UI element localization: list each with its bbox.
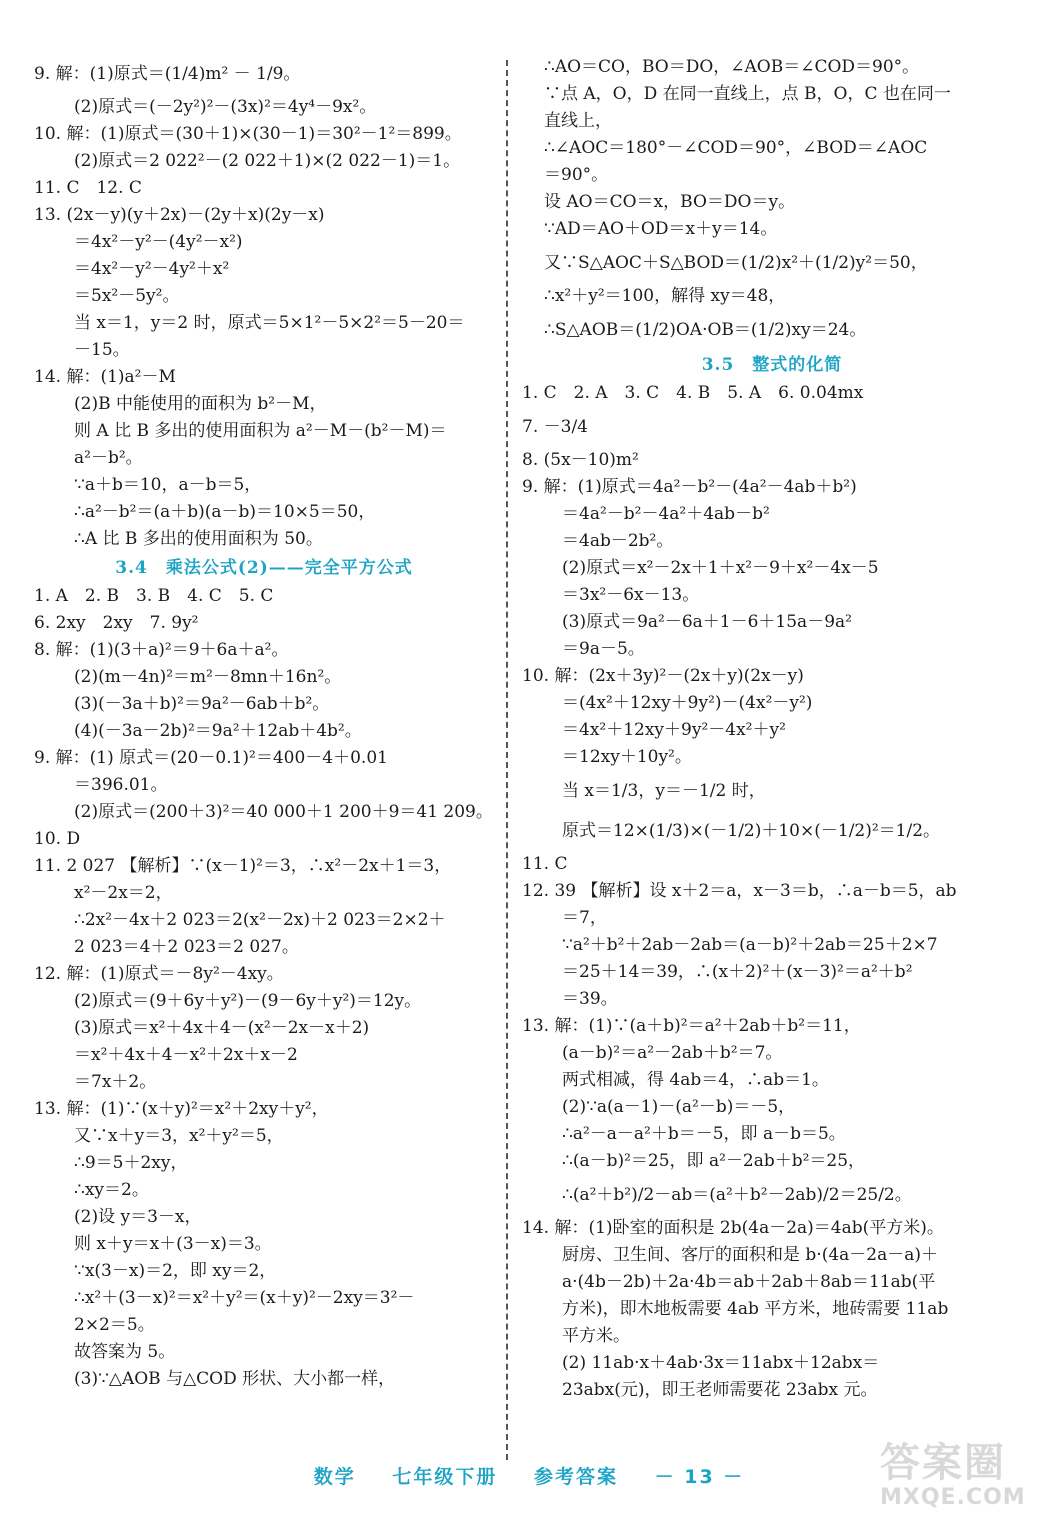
answer-line: ∵AD＝AO＋OD＝x＋y＝14。 (544, 219, 778, 239)
answer-line: ＝(4x²＋12xy＋9y²)－(4x²－y²) (562, 693, 813, 713)
answer-line: (2)设 y＝3－x， (74, 1207, 202, 1227)
answer-line: 13. 解：(1)∵(x＋y)²＝x²＋2xy＋y²， (34, 1099, 329, 1119)
answer-line: a²－b²。 (74, 448, 143, 468)
answer-line: ∴A 比 B 多出的使用面积为 50。 (74, 529, 323, 549)
answer-line: －15。 (74, 340, 130, 360)
answer-line: ＝3x²－6x－13。 (562, 585, 700, 605)
answer-line: 2×2＝5。 (74, 1315, 155, 1335)
answer-line: 原式＝12×(1/3)×(－1/2)＋10×(－1/2)²＝1/2。 (562, 821, 941, 841)
watermark-logo (880, 1440, 1040, 1520)
section-heading: 3.5 整式的化简 (701, 355, 843, 375)
answer-line: 9. 解：(1)原式＝4a²－b²－(4a²－4ab＋b²) (522, 477, 857, 497)
answer-line: ∴a²－a－a²＋b＝－5，即 a－b＝5。 (562, 1124, 846, 1144)
answer-line: 8. 解：(1)(3＋a)²＝9＋6a＋a²。 (34, 640, 289, 660)
answer-line: ＝4x²－y²－4y²＋x² (74, 259, 230, 279)
answer-line: ∴x²＋(3－x)²＝x²＋y²＝(x＋y)²－2xy＝3²－ (74, 1288, 415, 1308)
answer-line: ＝x²＋4x＋4－x²＋2x＋x－2 (74, 1045, 298, 1065)
answer-line: 厨房、卫生间、客厅的面积和是 b·(4a－2a－a)＋ (562, 1245, 938, 1265)
answer-line: ＝4ab－2b²。 (562, 531, 674, 551)
footer-grade: 七年级下册 (392, 1466, 498, 1488)
answer-line: ∵x(3－x)＝2，即 xy＝2， (74, 1261, 277, 1281)
answer-line: ∴(a－b)²＝25，即 a²－2ab＋b²＝25， (562, 1151, 866, 1171)
answer-line: 直线上， (544, 111, 612, 131)
answer-line: 6. 2xy 2xy 7. 9y² (34, 613, 199, 633)
answer-line: 12. 39 【解析】设 x＋2＝a，x－3＝b，∴a－b＝5，ab (522, 881, 957, 901)
answer-line: ＝12xy＋10y²。 (562, 747, 692, 767)
answer-line: 14. 解：(1)a²－M (34, 367, 176, 387)
answer-line: 11. C 12. C (34, 178, 142, 198)
answer-line: (3)∵△AOB 与△COD 形状、大小都一样， (74, 1369, 396, 1389)
answer-line: 7. －3/4 (522, 417, 588, 437)
answer-line: 当 x＝1/3，y＝－1/2 时， (562, 781, 766, 801)
answer-line: (2)原式＝(－2y²)²－(3x)²＝4y⁴－9x²。 (74, 97, 377, 117)
right-column (522, 54, 1022, 1404)
answer-line: 又∵x＋y＝3，x²＋y²＝5， (74, 1126, 284, 1146)
answer-line: ＝5x²－5y²。 (74, 286, 180, 306)
answer-line: 2 023＝4＋2 023＝2 027。 (74, 937, 299, 957)
footer-subject: 数学 (313, 1466, 356, 1488)
answer-line: (a－b)²＝a²－2ab＋b²＝7。 (562, 1043, 783, 1063)
answer-line: 当 x＝1，y＝2 时，原式＝5×1²－5×2²＝5－20＝ (74, 313, 465, 333)
answer-line: (2)原式＝(200＋3)²＝40 000＋1 200＋9＝41 209。 (74, 802, 493, 822)
answer-line: ∵a＋b＝10，a－b＝5， (74, 475, 262, 495)
answer-line: 9. 解：(1)原式＝(1/4)m² － 1/9。 (34, 64, 301, 84)
answer-line: (2) 11ab·x＋4ab·3x＝11abx＋12abx＝ (562, 1353, 880, 1373)
answer-line: ∵点 A，O，D 在同一直线上，点 B，O，C 也在同一 (544, 84, 951, 104)
watermark-url: MXQE.COM (880, 1485, 1026, 1510)
watermark-text: 答案圈 (880, 1440, 1006, 1486)
answer-line: 平方米。 (562, 1326, 630, 1346)
answer-line: 9. 解：(1) 原式＝(20－0.1)²＝400－4＋0.01 (34, 748, 388, 768)
answer-line: 方米)，即木地板需要 4ab 平方米，地砖需要 11ab (562, 1299, 949, 1319)
answer-line: ∴2x²－4x＋2 023＝2(x²－2x)＋2 023＝2×2＋ (74, 910, 446, 930)
left-column (34, 54, 494, 1393)
answer-line: 设 AO＝CO＝x，BO＝DO＝y。 (544, 192, 796, 212)
answer-line: 12. 解：(1)原式＝－8y²－4xy。 (34, 964, 284, 984)
answer-line: ＝7， (562, 908, 607, 928)
section-heading: 3.4 乘法公式(2)——完全平方公式 (115, 558, 413, 578)
answer-line: 则 x＋y＝x＋(3－x)＝3。 (74, 1234, 272, 1254)
answer-line: (2)原式＝2 022²－(2 022＋1)×(2 022－1)＝1。 (74, 151, 461, 171)
answer-line: ＝25＋14＝39，∴(x＋2)²＋(x－3)²＝a²＋b² (562, 962, 913, 982)
answer-line: ＝7x＋2。 (74, 1072, 157, 1092)
answer-line: ∴AO＝CO，BO＝DO，∠AOB＝∠COD＝90°。 (544, 57, 920, 77)
answer-line: 10. D (34, 829, 81, 849)
footer-page-number: － 13 － (654, 1466, 745, 1488)
answer-line: ∴x²＋y²＝100，解得 xy＝48， (544, 286, 786, 306)
answer-line: a·(4b－2b)＋2a·4b＝ab＋2ab＋8ab＝11ab(平 (562, 1272, 936, 1292)
answer-line: (2)∵a(a－1)－(a²－b)＝－5， (562, 1097, 796, 1117)
answer-line: (2)B 中能使用的面积为 b²－M， (74, 394, 327, 414)
answer-line: (2)(m－4n)²＝m²－8mn＋16n²。 (74, 667, 342, 687)
column-divider (506, 60, 508, 1460)
answer-line: (4)(－3a－2b)²＝9a²＋12ab＋4b²。 (74, 721, 362, 741)
answer-line: ∴xy＝2。 (74, 1180, 149, 1200)
answer-line: ∴9＝5＋2xy， (74, 1153, 188, 1173)
answer-line: ＝4a²－b²－4a²＋4ab－b² (562, 504, 770, 524)
answer-line: 23abx(元)，即王老师需要花 23abx 元。 (562, 1380, 878, 1400)
answer-line: 10. 解：(1)原式＝(30＋1)×(30－1)＝30²－1²＝899。 (34, 124, 462, 144)
answer-line: 则 A 比 B 多出的使用面积为 a²－M－(b²－M)＝ (74, 421, 447, 441)
answer-line: 1. A 2. B 3. B 4. C 5. C (34, 586, 274, 606)
answer-line: 又∵S△AOC＋S△BOD＝(1/2)x²＋(1/2)y²＝50， (544, 253, 928, 273)
answer-line: 11. 2 027 【解析】∵(x－1)²＝3，∴x²－2x＋1＝3， (34, 856, 452, 876)
answer-line: 13. 解：(1)∵(a＋b)²＝a²＋2ab＋b²＝11， (522, 1016, 861, 1036)
answer-line: ＝4x²＋12xy＋9y²－4x²＋y² (562, 720, 786, 740)
answer-line: 8. (5x－10)m² (522, 450, 639, 470)
answer-line: ＝9a－5。 (562, 639, 645, 659)
answer-line: 1. C 2. A 3. C 4. B 5. A 6. 0.04mx (522, 383, 864, 403)
footer-section: 参考答案 (533, 1466, 618, 1488)
answer-line: (2)原式＝x²－2x＋1＋x²－9＋x²－4x－5 (562, 558, 879, 578)
answer-line: ＝396.01。 (74, 775, 168, 795)
answer-line: 10. 解：(2x＋3y)²－(2x＋y)(2x－y) (522, 666, 804, 686)
answer-line: 13. (2x－y)(y＋2x)－(2y＋x)(2y－x) (34, 205, 325, 225)
answer-line: (2)原式＝(9＋6y＋y²)－(9－6y＋y²)＝12y。 (74, 991, 422, 1011)
answer-line: 故答案为 5。 (74, 1342, 176, 1362)
answer-line: ＝90°。 (544, 165, 609, 185)
answer-line: ∴∠AOC＝180°－∠COD＝90°，∠BOD＝∠AOC (544, 138, 928, 158)
answer-line: ∵a²＋b²＋2ab－2ab＝(a－b)²＋2ab＝25＋2×7 (562, 935, 938, 955)
answer-line: 11. C (522, 854, 568, 874)
answer-line: ∴S△AOB＝(1/2)OA·OB＝(1/2)xy＝24。 (544, 320, 867, 340)
answer-line: ∴a²－b²＝(a＋b)(a－b)＝10×5＝50， (74, 502, 376, 522)
answer-line: 14. 解：(1)卧室的面积是 2b(4a－2a)＝4ab(平方米)。 (522, 1218, 944, 1238)
answer-line: (3)原式＝x²＋4x＋4－(x²－2x－x＋2) (74, 1018, 370, 1038)
answer-line: x²－2x＝2， (74, 883, 173, 903)
answer-line: 两式相减，得 4ab＝4，∴ab＝1。 (562, 1070, 829, 1090)
answer-line: ＝4x²－y²－(4y²－x²) (74, 232, 243, 252)
answer-line: ∴(a²＋b²)/2－ab＝(a²＋b²－2ab)/2＝25/2。 (562, 1185, 912, 1205)
answer-line: (3)(－3a＋b)²＝9a²－6ab＋b²。 (74, 694, 330, 714)
answer-line: (3)原式＝9a²－6a＋1－6＋15a－9a² (562, 612, 852, 632)
answer-line: ＝39。 (562, 989, 618, 1009)
